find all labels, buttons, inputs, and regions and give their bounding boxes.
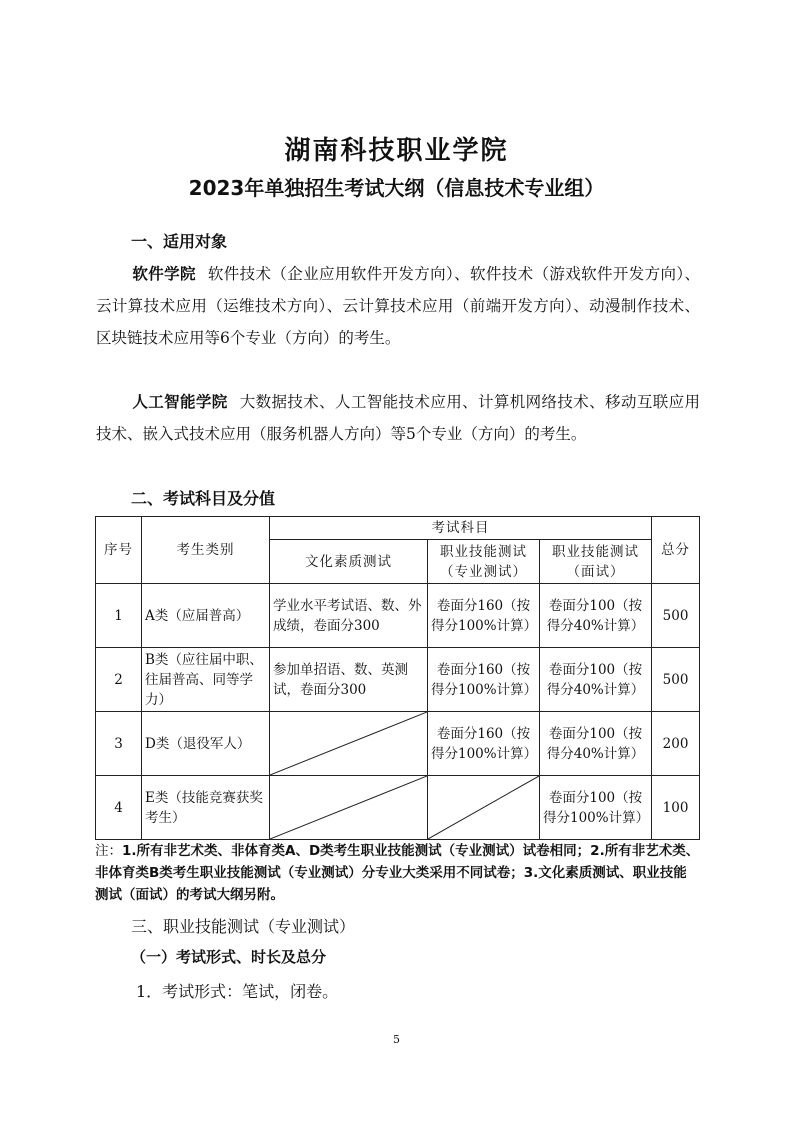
section1-paragraph-2 bbox=[96, 386, 700, 450]
row-major: 卷面分160（按得分100%计算） bbox=[428, 712, 540, 776]
row-total: 200 bbox=[652, 712, 700, 776]
row-seq: 4 bbox=[96, 776, 142, 840]
row-total: 100 bbox=[652, 776, 700, 840]
section2-heading: 二、考试科目及分值 bbox=[131, 489, 276, 508]
header-total: 总分 bbox=[652, 517, 700, 584]
header-culture: 文化素质测试 bbox=[270, 540, 428, 584]
diagonal-empty-cell bbox=[270, 776, 428, 840]
para2-text: 大数据技术、人工智能技术应用、计算机网络技术、移动互联应用技术、嵌入式技术应用（服务机器人方向）等5个专业（方向）的考生。 bbox=[96, 393, 700, 443]
row-culture: 学业水平考试语、数、外成绩，卷面分300 bbox=[270, 584, 428, 648]
row-culture: 参加单招语、数、英测试，卷面分300 bbox=[270, 648, 428, 712]
table-note bbox=[95, 840, 700, 906]
header-skill-interview: 职业技能测试（面试） bbox=[540, 540, 652, 584]
diagonal-empty-cell bbox=[270, 712, 428, 776]
note-prefix: 注： bbox=[95, 843, 122, 859]
table-row bbox=[96, 776, 700, 840]
document-title: 湖南科技职业学院 bbox=[284, 136, 509, 166]
header-seq: 序号 bbox=[96, 517, 142, 584]
row-major: 卷面分160（按得分100%计算） bbox=[428, 648, 540, 712]
row-total: 500 bbox=[652, 584, 700, 648]
diagonal-empty-cell bbox=[428, 776, 540, 840]
row-interview: 卷面分100（按得分40%计算） bbox=[540, 712, 652, 776]
page-number: 5 bbox=[393, 1033, 400, 1046]
row-type: A类（应届普高） bbox=[142, 584, 270, 648]
table-row bbox=[96, 648, 700, 712]
para1-text: 软件技术（企业应用软件开发方向）、软件技术（游戏软件开发方向）、云计算技术应用（运维技术方向）、云计算技术应用（前端开发方向）、动漫制作技术、区块链技术应用等6个专业（方向）的考生。 bbox=[96, 265, 700, 347]
document-subtitle: 2023年单独招生考试大纲（信息技术专业组） bbox=[188, 176, 605, 200]
para1-lead: 软件学院 bbox=[132, 265, 196, 283]
header-type: 考生类别 bbox=[142, 517, 270, 584]
row-seq: 1 bbox=[96, 584, 142, 648]
row-interview: 卷面分100（按得分40%计算） bbox=[540, 584, 652, 648]
row-seq: 3 bbox=[96, 712, 142, 776]
header-skill-major: 职业技能测试（专业测试） bbox=[428, 540, 540, 584]
section3-heading: 三、职业技能测试（专业测试） bbox=[131, 917, 356, 936]
row-interview: 卷面分100（按得分100%计算） bbox=[540, 776, 652, 840]
table-row bbox=[96, 712, 700, 776]
section1-heading: 一、适用对象 bbox=[131, 232, 228, 251]
header-subjects: 考试科目 bbox=[270, 517, 652, 540]
diagonal-line bbox=[428, 776, 539, 839]
para2-lead: 人工智能学院 bbox=[132, 393, 228, 411]
row-total: 500 bbox=[652, 648, 700, 712]
row-type: D类（退役军人） bbox=[142, 712, 270, 776]
diagonal-line bbox=[270, 712, 427, 775]
table-row bbox=[96, 584, 700, 648]
exam-score-table bbox=[95, 516, 700, 840]
row-interview: 卷面分100（按得分40%计算） bbox=[540, 648, 652, 712]
diagonal-line bbox=[270, 776, 427, 839]
note-text: 1.所有非艺术类、非体育类A、D类考生职业技能测试（专业测试）试卷相同；2.所有非艺术类、非体育类B类考生职业技能测试（专业测试）分专业大类采用不同试卷；3.文化素质测试、职业技能测试（面试）的考试大纲另附。 bbox=[95, 843, 700, 903]
row-type: E类（技能竞赛获奖考生） bbox=[142, 776, 270, 840]
row-major: 卷面分160（按得分100%计算） bbox=[428, 584, 540, 648]
section3-item-1: 1．考试形式：笔试，闭卷。 bbox=[136, 982, 339, 1001]
row-seq: 2 bbox=[96, 648, 142, 712]
section1-paragraph-1 bbox=[96, 258, 700, 354]
section3-subheading: （一）考试形式、时长及总分 bbox=[131, 948, 327, 966]
row-type: B类（应往届中职、往届普高、同等学力） bbox=[142, 648, 270, 712]
